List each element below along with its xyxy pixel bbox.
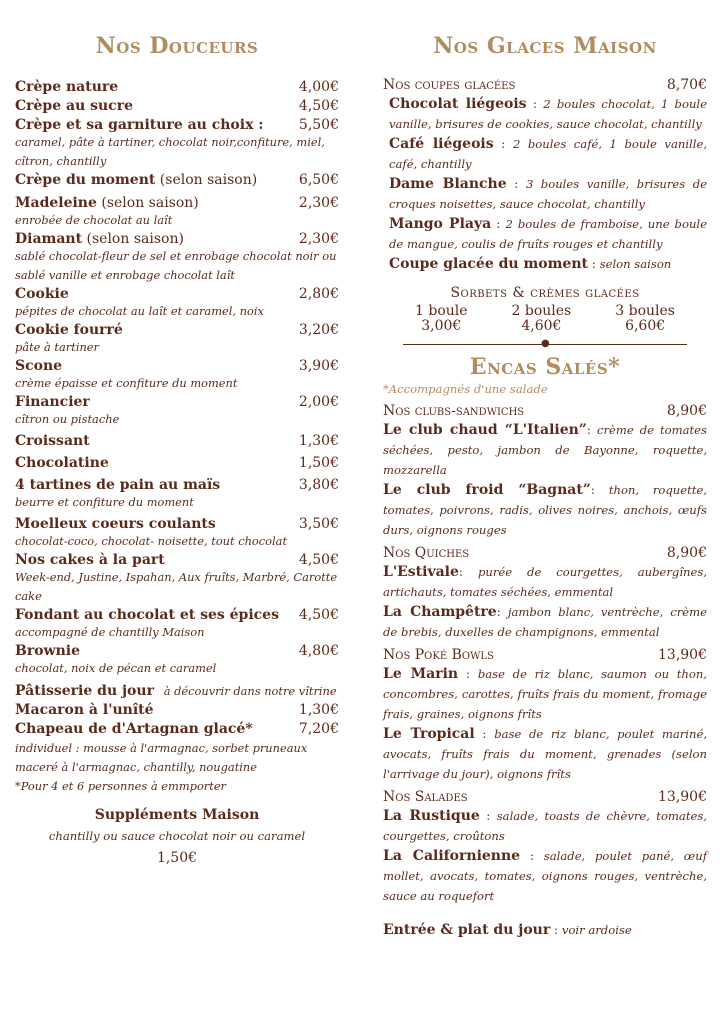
item-name: Crèpe et sa garniture au choix : (15, 117, 264, 133)
item-name: Macaron à l'unîté (15, 702, 154, 718)
item-description: pépites de chocolat au laît et caramel, noix (15, 304, 264, 318)
item-name: Chapeau de d'Artagnan glacé* (15, 721, 253, 737)
item-name: 4 tartines de pain au maïs (15, 477, 221, 493)
item-name: Chocolat liégeois (389, 96, 527, 112)
item-name: Coupe glacée du moment (389, 256, 588, 272)
encas-title: Encas Salés* (469, 354, 621, 380)
item-description: thon, roquette, tomates, poivrons, radis, olives noires, anchois, œufs durs, oignons rouges (383, 483, 707, 537)
item-description: accompagné de chantilly Maison (15, 625, 205, 639)
sorbet-label: 3 boules (615, 303, 675, 319)
item-name: L'Estivale (383, 564, 459, 580)
menu-item (15, 606, 339, 642)
item-name: Pâtisserie du jour (15, 683, 154, 699)
item-name: Dame Blanche (389, 176, 507, 192)
item-price: 5,50€ (298, 117, 339, 133)
category-label: Nos clubs-sandwichs (383, 403, 525, 419)
sorbet-option (512, 304, 572, 334)
item-name-note: (selon saison) (96, 195, 199, 211)
item-price: 7,20€ (298, 721, 339, 737)
category-header (383, 544, 707, 562)
item-description: à découvrir dans notre vîtrine (163, 684, 337, 698)
item-name: Le Tropical (383, 726, 475, 742)
item-price: 3,80€ (298, 477, 339, 493)
item-name: Le club chaud “L'Italien” (383, 422, 587, 438)
encas-item: La Champêtre: jambon blanc, ventrèche, crème de brebis, duxelles de champignons, emmental (383, 604, 707, 639)
item-description: caramel, pâte à tartiner, chocolat noir,confiture, miel, cîtron, chantilly (15, 135, 325, 168)
item-name: Nos cakes à la part (15, 552, 165, 568)
glaces-title: Nos Glaces Maison (433, 33, 657, 59)
item-description: enrobée de chocolat au laît (15, 213, 173, 227)
sorbet-price: 3,00€ (421, 318, 462, 334)
item-name: Crèpe du moment (15, 172, 156, 188)
item-description: beurre et confiture du moment (15, 495, 194, 509)
category-header (383, 788, 707, 806)
item-price: 3,90€ (298, 358, 339, 374)
menu-item (15, 432, 339, 451)
ornament-divider (403, 337, 687, 351)
sorbets-title: Sorbets & crèmes glacées (450, 285, 640, 301)
encas-category (383, 646, 707, 784)
item-description: salade, poulet pané, œuf mollet, avocats, tomates, oignons rouges, ventrèche, sauce au roquefort (383, 849, 708, 903)
item-description: individuel : mousse à l'armagnac, sorbet pruneaux maceré à l'armagnac, chantilly, nougatine (15, 741, 308, 774)
coupe-item: Café liégeois : 2 boules café, 1 boule vanille, café, chantilly (389, 136, 708, 171)
item-description: pâte à tartiner (15, 340, 99, 354)
encas-item: Le club froid “Bagnat”: thon, roquette, tomates, poivrons, radis, olives noires, anchois, œufs durs, oignons rouges (383, 482, 707, 537)
item-name: Cookie fourré (15, 322, 123, 338)
item-name: Financier (15, 394, 90, 410)
encas-item: La Rustique : salade, toasts de chèvre, tomates, courgettes, croûtons (383, 808, 707, 843)
encas-item: La Californienne : salade, poulet pané, œuf mollet, avocats, tomates, oignons rouges, ventrèche, sauce au roquefort (383, 848, 708, 903)
item-name: Le club froid “Bagnat” (383, 482, 591, 498)
supplements (15, 806, 339, 869)
divider-dot-icon: ● (541, 338, 550, 349)
item-price: 2,30€ (298, 231, 339, 247)
category-price: 8,90€ (666, 403, 707, 419)
coupe-item: Mango Playa : 2 boules de framboise, une boule de mangue, coulis de fruîts rouges et chantilly (389, 216, 707, 251)
sorbet-label: 2 boules (511, 303, 572, 319)
douceurs-column (15, 34, 339, 869)
menu-item (15, 551, 339, 606)
menu-item (15, 321, 339, 357)
encas-category (383, 402, 707, 540)
item-price: 1,30€ (298, 702, 339, 718)
sorbets-options (383, 304, 707, 334)
item-name: Scone (15, 358, 63, 374)
menu-item (15, 78, 339, 97)
encas-category (383, 544, 707, 642)
item-description: purée de courgettes, aubergînes, artichauts, tomates séchées, emmental (383, 565, 707, 599)
menu-item (15, 97, 339, 116)
item-price: 4,50€ (298, 552, 339, 568)
category-header (383, 402, 707, 420)
encas-item: Le Marin : base de riz blanc, saumon ou thon, concombres, carottes, fruîts frais du moment, fromage frais, graines, oignons frîts (383, 666, 707, 721)
item-description: voir ardoise (561, 923, 632, 937)
footnote: *Pour 4 et 6 personnes à emmporter (15, 779, 227, 793)
encas-note: *Accompagnés d'une salade (383, 382, 548, 396)
plat-du-jour: Entrée & plat du jour : voir ardoise (383, 922, 632, 938)
item-name: Café liégeois (389, 136, 494, 152)
encas-item: Le club chaud “L'Italien”: crème de tomates séchées, pesto, jambon de Bayonne, roquette, mozzarella (383, 422, 707, 477)
item-name: La Champêtre (383, 604, 497, 620)
item-name: Crèpe au sucre (15, 98, 133, 114)
item-description: salade, toasts de chèvre, tomates, courgettes, croûtons (383, 809, 707, 843)
coupe-item: Coupe glacée du moment : selon saison (389, 256, 672, 272)
item-description: 3 boules vanille, brisures de croques noisettes, sauce chocolat, chantilly (389, 177, 708, 211)
category-label: Nos Quiches (383, 545, 470, 561)
coupes-header (383, 76, 707, 94)
supplements-title: Suppléments Maison (94, 807, 260, 823)
item-description: crème de tomates séchées, pesto, jambon de Bayonne, roquette, mozzarella (383, 423, 707, 477)
item-price: 1,30€ (298, 433, 339, 449)
item-name: Crèpe nature (15, 79, 119, 95)
item-description: crème épaisse et confiture du moment (15, 376, 238, 390)
item-description: Week-end, Justine, Ispahan, Aux fruîts, Marbré, Carotte cake (15, 570, 338, 603)
coupe-item: Chocolat liégeois : 2 boules chocolat, 1 boule vanille, brisures de cookies, sauce chocolat, chantilly (389, 96, 708, 131)
item-price: 4,50€ (298, 98, 339, 114)
item-name: Fondant au chocolat et ses épices (15, 607, 279, 623)
item-name: Entrée & plat du jour (383, 922, 551, 938)
menu-item (15, 285, 339, 321)
menu-item (15, 720, 339, 777)
sorbets-block (383, 284, 707, 351)
menu-item (15, 476, 339, 512)
douceurs-list (15, 78, 339, 796)
item-price: 4,00€ (298, 79, 339, 95)
sorbet-price: 6,60€ (625, 318, 666, 334)
item-description: 2 boules chocolat, 1 boule vanille, brisures de cookies, sauce chocolat, chantilly (389, 97, 708, 131)
menu-item (15, 642, 339, 678)
menu-item (15, 393, 339, 429)
item-name-note: (selon saison) (155, 172, 258, 188)
item-name: Madeleine (15, 195, 97, 211)
item-name: Cookie (15, 286, 69, 302)
item-description: chocolat-coco, chocolat- noisette, tout chocolat (15, 534, 288, 548)
item-name: La Rustique (383, 808, 480, 824)
item-description: base de riz blanc, poulet mariné, avocats, fruîts frais du moment, grenades (selon l'arrivage du jour), oignons frîts (383, 727, 708, 781)
item-name: Le Marin (383, 666, 459, 682)
item-name: Diamant (15, 231, 83, 247)
menu-item (15, 682, 339, 701)
menu-item (15, 171, 339, 190)
item-description: selon saison (599, 257, 672, 271)
douceurs-title: Nos Douceurs (95, 33, 259, 59)
category-price: 8,90€ (666, 545, 707, 561)
item-price: 3,20€ (298, 322, 339, 338)
item-description: sablé chocolat-fleur de sel et enrobage chocolat noir ou sablé vanille et enrobage chocolat laît (15, 249, 337, 282)
encas-category (383, 788, 707, 906)
supplements-description: chantilly ou sauce chocolat noir ou caramel (48, 829, 306, 843)
category-price: 13,90€ (658, 789, 707, 805)
category-label: Nos Salades (383, 789, 468, 805)
sorbet-option (615, 304, 675, 334)
menu-item (15, 230, 339, 285)
item-price: 1,50€ (298, 455, 339, 471)
item-description: base de riz blanc, saumon ou thon, concombres, carottes, fruîts frais du moment, fromage frais, graines, oignons frîts (383, 667, 707, 721)
encas-item: Le Tropical : base de riz blanc, poulet mariné, avocats, fruîts frais du moment, grenades (selon l'arrivage du jour), oignons frîts (383, 726, 708, 781)
item-price: 2,80€ (298, 286, 339, 302)
sorbet-price: 4,60€ (521, 318, 562, 334)
category-label: Nos Poké Bowls (383, 647, 494, 663)
sorbet-label: 1 boule (415, 303, 468, 319)
supplements-price: 1,50€ (156, 850, 198, 866)
item-description: jambon blanc, ventrèche, crème de brebis, duxelles de champignons, emmental (383, 605, 707, 639)
item-name: Brownie (15, 643, 81, 659)
item-price: 6,50€ (298, 172, 339, 188)
item-description: cîtron ou pistache (15, 412, 120, 426)
menu-item (15, 454, 339, 473)
item-price: 2,00€ (298, 394, 339, 410)
category-price: 13,90€ (658, 647, 707, 663)
category-price: 8,70€ (666, 77, 707, 93)
item-price: 3,50€ (298, 516, 339, 532)
item-price: 2,30€ (298, 195, 339, 211)
menu-item (15, 116, 339, 171)
sorbet-option (415, 304, 468, 334)
coupe-item: Dame Blanche : 3 boules vanille, brisures de croques noisettes, sauce chocolat, chantilly (389, 176, 708, 211)
category-header (383, 646, 707, 664)
item-name: Chocolatine (15, 455, 109, 471)
item-price: 4,50€ (298, 607, 339, 623)
item-name-note: (selon saison) (82, 231, 184, 247)
menu-item (15, 701, 339, 720)
encas-item: L'Estivale: purée de courgettes, aubergînes, artichauts, tomates séchées, emmental (383, 564, 707, 599)
item-price: 4,80€ (298, 643, 339, 659)
menu-item (15, 194, 339, 230)
coupes-list (383, 94, 707, 274)
item-description: 2 boules de framboise, une boule de mangue, coulis de fruîts rouges et chantilly (389, 217, 707, 251)
item-name: La Californienne (383, 848, 521, 864)
glaces-column (383, 34, 707, 940)
menu-item (15, 515, 339, 551)
item-name: Mango Playa (389, 216, 492, 232)
item-name: Croissant (15, 433, 90, 449)
item-description: 2 boules café, 1 boule vanille, café, chantilly (389, 137, 708, 171)
item-name: Moelleux coeurs coulants (15, 516, 216, 532)
item-description: chocolat, noix de pécan et caramel (15, 661, 217, 675)
menu-item (15, 357, 339, 393)
category-label: Nos coupes glacées (383, 77, 516, 93)
